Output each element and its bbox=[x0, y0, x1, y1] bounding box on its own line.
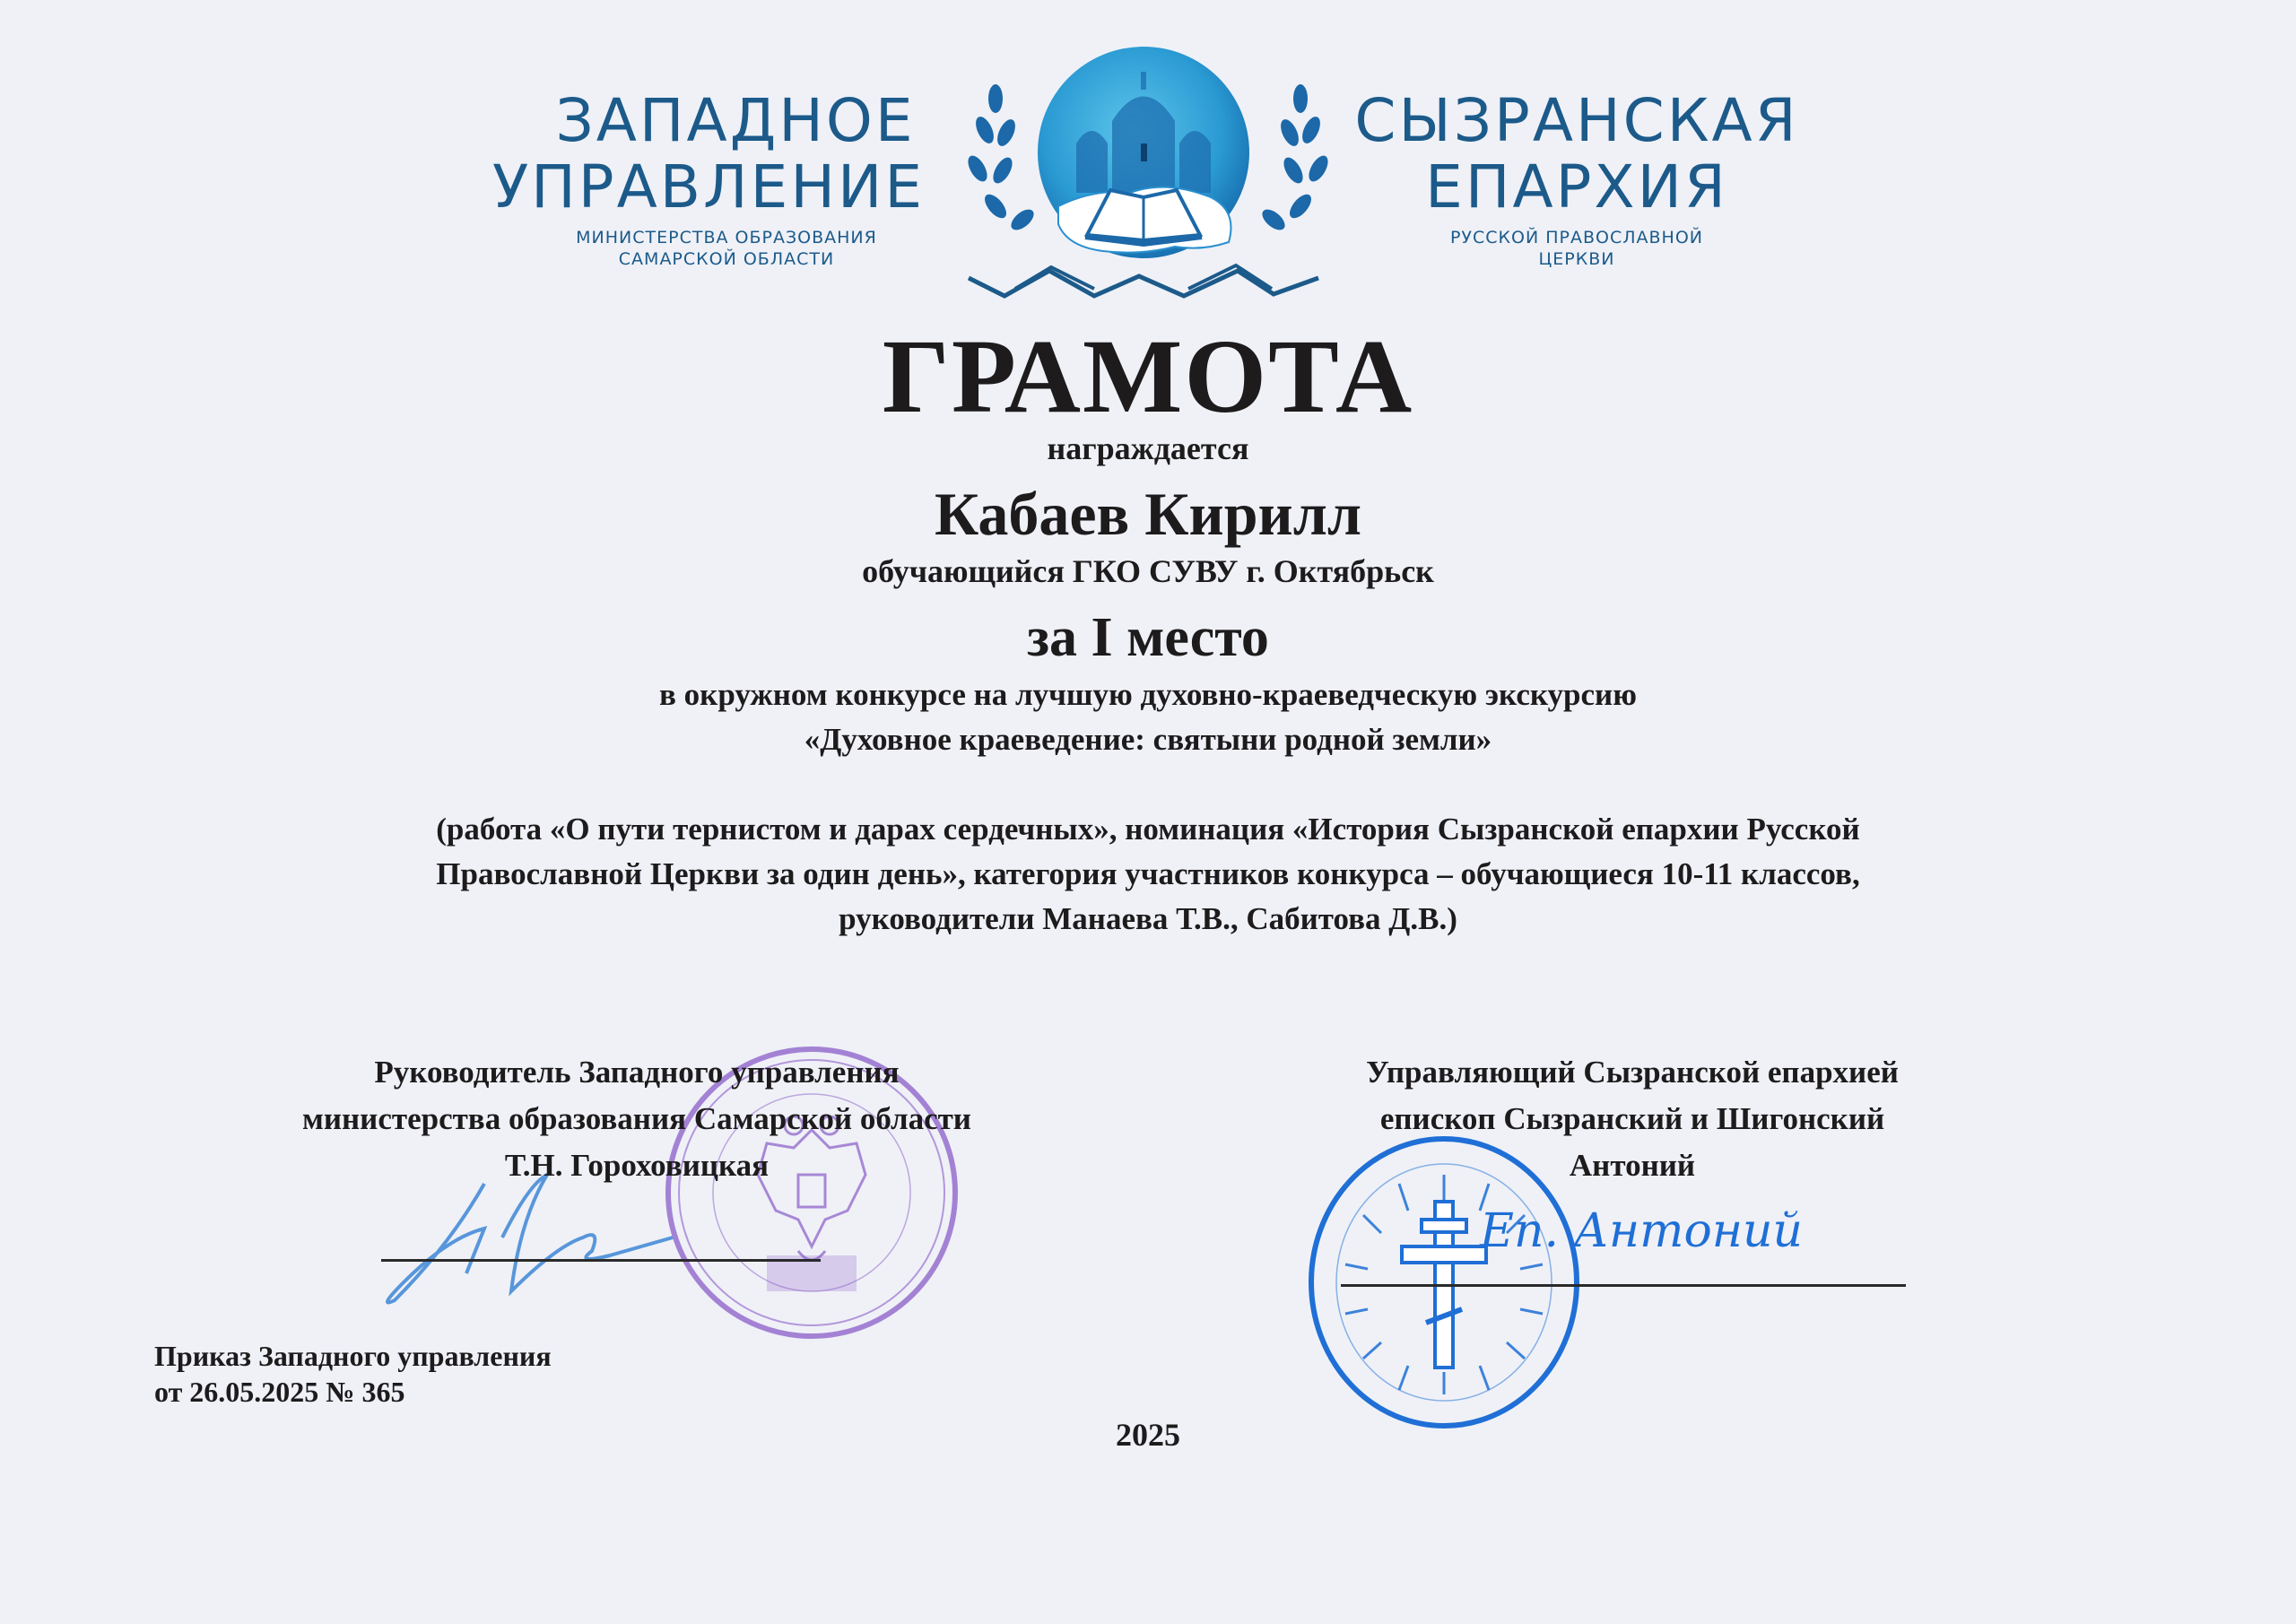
order-line-2: от 26.05.2025 № 365 bbox=[154, 1376, 405, 1408]
right-signatory-line1: Управляющий Сызранской епархией bbox=[1366, 1055, 1899, 1090]
order-reference bbox=[154, 1338, 552, 1410]
contest-line-2: «Духовное краеведение: святыни родной земли» bbox=[804, 722, 1492, 757]
place-awarded: за I место bbox=[1027, 607, 1269, 668]
svg-text:Еп. Антоний: Еп. Антоний bbox=[1480, 1204, 1803, 1258]
right-logo-sub1: РУССКОЙ ПРАВОСЛАВНОЙ bbox=[1449, 228, 1704, 248]
details-line-1: (работа «О пути тернистом и дарах сердечных», номинация «История Сызранской епархии Русской bbox=[436, 812, 1860, 847]
left-logo-line1: ЗАПАДНОЕ bbox=[555, 86, 916, 155]
left-logo-sub2: САМАРСКОЙ ОБЛАСТИ bbox=[618, 249, 835, 269]
globe-church-book-emblem-icon bbox=[951, 36, 1345, 323]
left-signature-line bbox=[381, 1259, 821, 1262]
right-signature-line bbox=[1341, 1284, 1906, 1287]
right-logo-sub2: ЦЕРКВИ bbox=[1538, 249, 1615, 269]
details-line-2: Православной Церкви за один день», категория участников конкурса – обучающиеся 10-11 классов, bbox=[436, 856, 1860, 891]
left-logo bbox=[475, 85, 942, 270]
awarded-label: награждается bbox=[1047, 430, 1249, 466]
recipient-name: Кабаев Кирилл bbox=[934, 480, 1362, 548]
left-logo-sub1: МИНИСТЕРСТВА ОБРАЗОВАНИЯ bbox=[576, 228, 877, 248]
right-logo-line2: ЕПАРХИЯ bbox=[1425, 152, 1728, 221]
certificate-title: ГРАМОТА bbox=[882, 317, 1414, 435]
left-signatory-name: Т.Н. Гороховицкая bbox=[504, 1148, 770, 1183]
right-handwritten-signature bbox=[1471, 1193, 1803, 1264]
recipient-info: обучающийся ГКО СУВУ г. Октябрьск bbox=[862, 553, 1434, 589]
work-details bbox=[0, 807, 2296, 942]
right-signatory-line2: епископ Сызранский и Шигонский bbox=[1379, 1101, 1885, 1136]
contest-description bbox=[0, 673, 2296, 762]
right-signatory-name: Антоний bbox=[1569, 1148, 1696, 1183]
right-signatory bbox=[1256, 1049, 2009, 1189]
certificate-year: 2025 bbox=[1116, 1417, 1180, 1453]
left-signatory-line2: министерства образования Самарской области bbox=[302, 1101, 971, 1136]
details-line-3: руководители Манаева Т.В., Сабитова Д.В.) bbox=[839, 901, 1457, 936]
right-logo bbox=[1326, 85, 1828, 270]
right-logo-line1: СЫЗРАНСКАЯ bbox=[1354, 86, 1799, 155]
left-signatory bbox=[161, 1049, 1112, 1189]
left-signatory-line1: Руководитель Западного управления bbox=[374, 1055, 900, 1090]
left-logo-line2: УПРАВЛЕНИЕ bbox=[491, 152, 926, 221]
contest-line-1: в окружном конкурсе на лучшую духовно-краеведческую экскурсию bbox=[659, 677, 1637, 712]
order-line-1: Приказ Западного управления bbox=[154, 1340, 552, 1372]
